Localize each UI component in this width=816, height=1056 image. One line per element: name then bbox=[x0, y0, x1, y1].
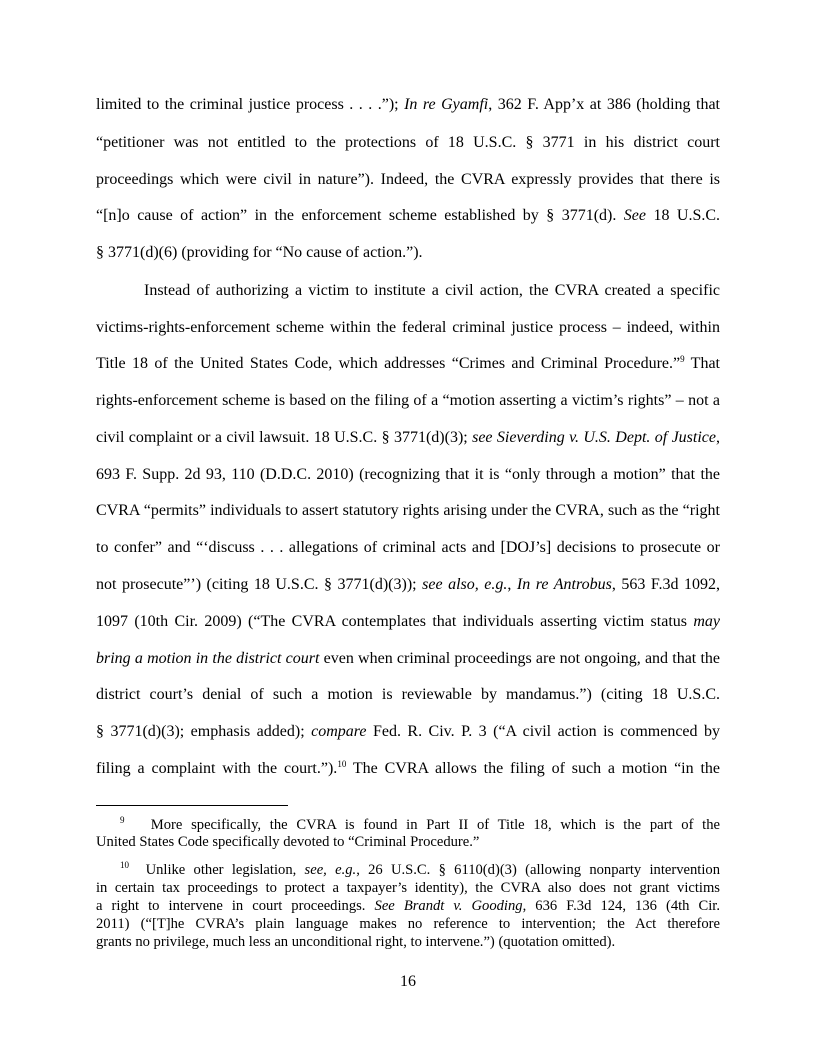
body-line: filing a complaint with the court.”).$^{10}$ The CVRA allows the filing of such a motion “in the bbox=[96, 759, 721, 777]
footnote-line: a right to intervene in court proceedings. See Brandt v. Gooding, 636 F.3d 124, 136 (4th Cir. bbox=[96, 898, 721, 914]
body-line: 1097 (10th Cir. 2009) (“The CVRA contemplates that individuals asserting victim status may bbox=[96, 613, 720, 630]
footnote-line: 2011) (“[T]he CVRA’s plain language makes no reference to intervention; the Act therefore bbox=[96, 916, 720, 932]
body-line: proceedings which were civil in nature”). Indeed, the CVRA expressly provides that there is bbox=[96, 171, 720, 188]
body-line: Title 18 of the United States Code, which addresses “Crimes and Criminal Procedure.”$^9$ That bbox=[96, 354, 721, 372]
footnote-line: United States Code specifically devoted to “Criminal Procedure.” bbox=[96, 834, 480, 850]
body-line: district court’s denial of such a motion is reviewable by mandamus.”) (citing 18 U.S.C. bbox=[96, 686, 720, 703]
footnote-line: grants no privilege, much less an unconditional right, to intervene.”) (quotation omitted). bbox=[96, 934, 616, 950]
page-number: 16 bbox=[400, 973, 416, 990]
footnote-separator bbox=[96, 805, 288, 806]
body-line: 693 F. Supp. 2d 93, 110 (D.D.C. 2010) (recognizing that it is “only through a motion” that the bbox=[96, 466, 720, 483]
body-line: to confer” and “‘discuss . . . allegations of criminal acts and [DOJ’s] decisions to prosecute or bbox=[96, 539, 720, 556]
footnote-10: $^{10}$ Unlike other legislation, see, e.g., 26 U.S.C. § 6110(d)(3) (allowing nonparty intervention bbox=[120, 860, 720, 878]
footnote-marker: 10 bbox=[120, 860, 129, 870]
body-line: not prosecute”’) (citing 18 U.S.C. § 3771(d)(3)); see also, e.g., In re Antrobus, 563 F.3d 1092, bbox=[96, 576, 721, 593]
body-line: “petitioner was not entitled to the protections of 18 U.S.C. § 3771 in his district court bbox=[96, 134, 720, 151]
footnote-ref-10: 10 bbox=[337, 759, 347, 769]
body-line: limited to the criminal justice process . . . .”); In re Gyamfi, 362 F. App’x at 386 (holding that bbox=[96, 96, 720, 113]
footnote-ref-9: 9 bbox=[680, 354, 685, 364]
footnote-9: $^9$ More specifically, the CVRA is found in Part II of Title 18, which is the part of the bbox=[120, 815, 721, 833]
body-line: § 3771(d)(6) (providing for “No cause of action.”). bbox=[96, 244, 423, 261]
body-line: civil complaint or a civil lawsuit. 18 U.S.C. § 3771(d)(3); see Sieverding v. U.S. Dept. of Justice, bbox=[96, 429, 721, 446]
footnote-line: in certain tax proceedings to protect a taxpayer’s identity), the CVRA also does not grant victims bbox=[96, 880, 720, 896]
body-line: victims-rights-enforcement scheme within the federal criminal justice process – indeed, within bbox=[96, 319, 720, 336]
footnote-marker: 9 bbox=[120, 815, 125, 825]
body-line: rights-enforcement scheme is based on the filing of a “motion asserting a victim’s rights” – not a bbox=[96, 392, 720, 409]
body-line: § 3771(d)(3); emphasis added); compare Fed. R. Civ. P. 3 (“A civil action is commenced by bbox=[96, 723, 720, 740]
body-line: bring a motion in the district court even when criminal proceedings are not ongoing, and that the bbox=[96, 650, 720, 667]
body-line: Instead of authorizing a victim to institute a civil action, the CVRA created a specific bbox=[144, 282, 720, 299]
body-line: CVRA “permits” individuals to assert statutory rights arising under the CVRA, such as the “right bbox=[96, 502, 720, 519]
body-line: “[n]o cause of action” in the enforcement scheme established by § 3771(d). See 18 U.S.C. bbox=[96, 207, 721, 224]
